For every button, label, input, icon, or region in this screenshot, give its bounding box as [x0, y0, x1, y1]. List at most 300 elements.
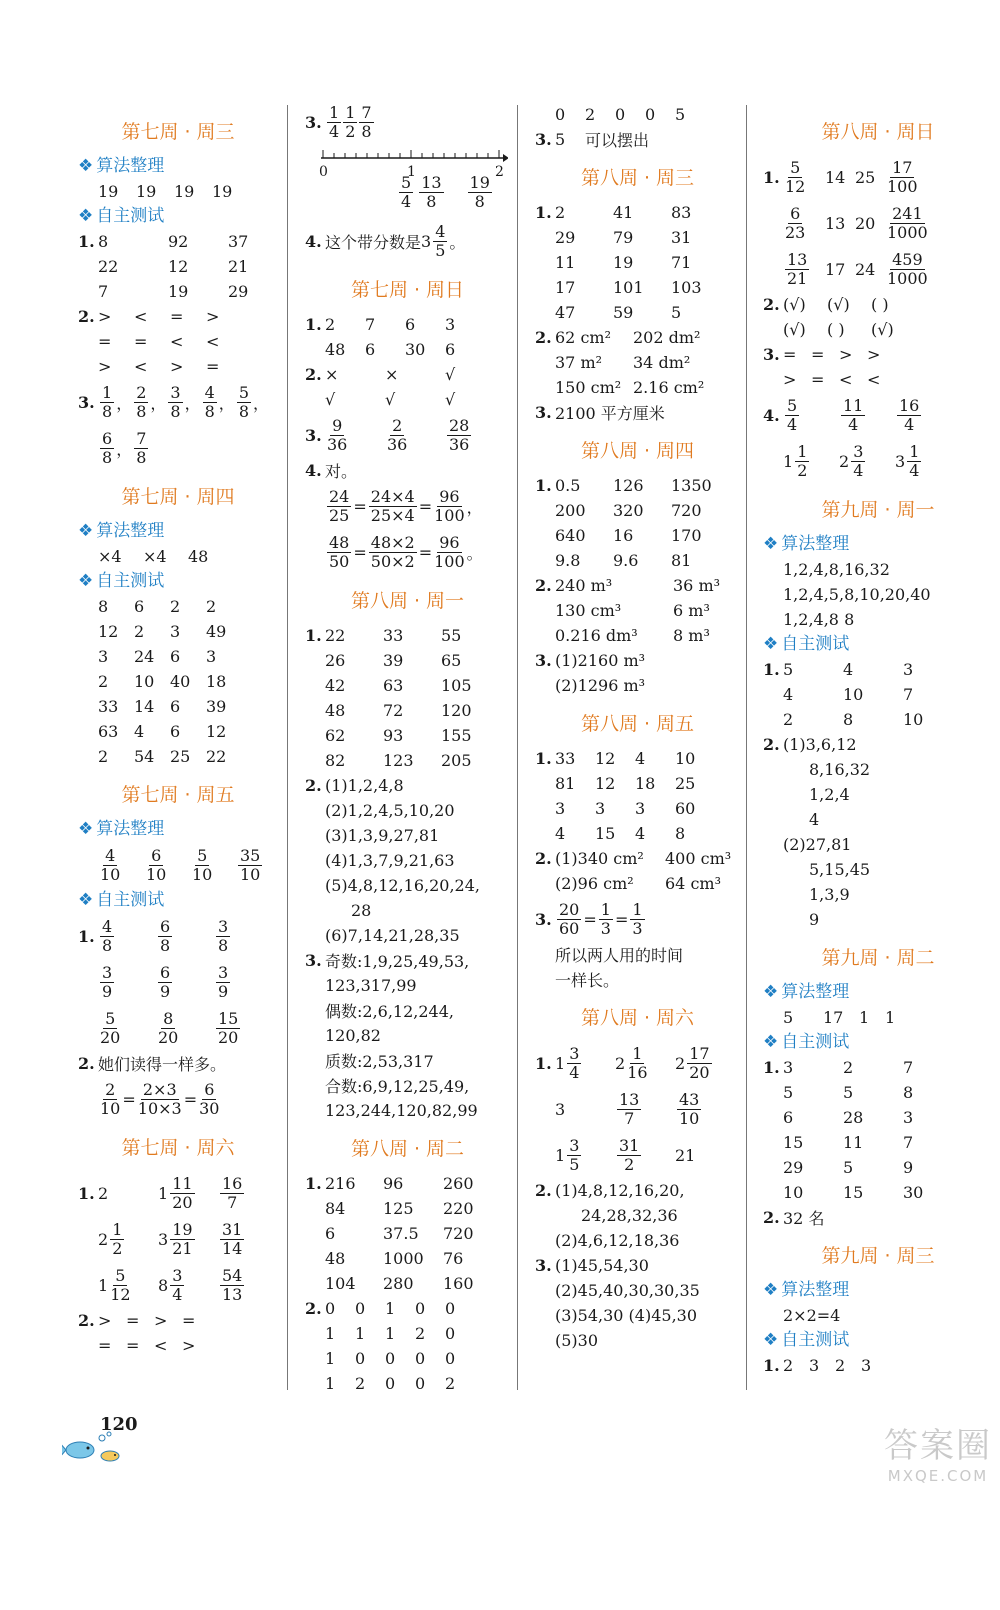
section-heading: 第九周 · 周二 — [821, 947, 935, 969]
fraction — [170, 1267, 184, 1304]
answer-cell: × — [385, 365, 399, 384]
numerator: 241 — [892, 203, 923, 223]
answer-cell: > — [98, 357, 112, 376]
answer-cell: 120 — [441, 701, 472, 720]
answer-cell: 对。 — [325, 462, 358, 481]
answer-row — [535, 942, 740, 967]
section-heading: 第七周 · 周三 — [121, 121, 235, 143]
answer-cell: 28 — [351, 901, 372, 920]
answer-cell — [156, 918, 214, 955]
answer-cell: 123,244,120,82,99 — [325, 1101, 478, 1120]
numerator: 4 — [204, 382, 215, 402]
answer-row — [535, 846, 740, 871]
numerator: 2 — [136, 382, 147, 402]
section-heading: 第八周 · 周四 — [580, 440, 695, 462]
fraction — [203, 384, 217, 421]
answer-row — [535, 1086, 740, 1132]
answer-cell: 1,2,4 — [809, 785, 850, 804]
question-number: 2. — [763, 735, 780, 754]
numerator: 6 — [204, 1079, 215, 1099]
answer-cell: 8 — [675, 824, 686, 843]
answer-cell: 12 — [206, 722, 227, 741]
subsection-label — [78, 519, 278, 544]
answer-cell: 32 名 — [783, 1209, 825, 1228]
mixed-number — [783, 443, 811, 480]
fraction — [327, 104, 341, 141]
fraction — [100, 384, 114, 421]
answer-cell: 2 — [170, 597, 181, 616]
section-heading: 第七周 · 周五 — [121, 784, 235, 806]
numerator: 11 — [843, 395, 864, 415]
answer-cell: 72 — [383, 701, 404, 720]
question-number: 2. — [535, 1181, 552, 1200]
fraction — [785, 159, 805, 196]
fraction — [192, 847, 212, 884]
answer-cell — [615, 1045, 675, 1082]
whole-part: 2 — [615, 1053, 626, 1073]
answer-cell — [675, 1045, 735, 1082]
answer-cell: = — [98, 332, 112, 351]
answer-cell: 1,2,4,5,8,10,20,40 — [783, 585, 931, 604]
answer-cell: 60 — [675, 799, 696, 818]
answer-cell: 39 — [383, 651, 404, 670]
answer-cell: 2 — [783, 710, 794, 729]
answer-cell: 8 — [903, 1083, 914, 1102]
question-number: 3. — [535, 1256, 552, 1275]
subsection-text: 算法整理 — [96, 819, 165, 839]
question-number: 2. — [763, 295, 780, 314]
answer-cell: 3 — [595, 799, 606, 818]
answer-row — [763, 1105, 993, 1130]
mixed-number — [158, 1175, 197, 1212]
denominator: 16 — [627, 1062, 648, 1082]
answer-cell: 96 — [383, 1174, 404, 1193]
answer-cell: 20 — [855, 213, 876, 233]
question-number: 1. — [535, 476, 552, 495]
equals: = — [353, 542, 367, 562]
numerator: 6 — [102, 428, 113, 448]
answer-cell: 17 — [555, 278, 576, 297]
answer-cell: 19 — [168, 282, 189, 301]
diamond-icon: ❖ — [763, 1280, 779, 1300]
answer-cell: 7 — [365, 315, 376, 334]
answer-cell: (1)2160 m³ — [555, 651, 646, 670]
whole-part: 3 — [895, 451, 906, 471]
answer-row — [763, 1155, 993, 1180]
answer-cell: 37 — [228, 232, 249, 251]
answer-row — [78, 1005, 278, 1051]
answer-row — [763, 907, 993, 932]
diamond-icon: ❖ — [763, 534, 779, 554]
numerator: 459 — [892, 249, 923, 269]
answer-cell: 3 — [809, 1356, 820, 1375]
diamond-icon: ❖ — [763, 634, 779, 654]
answer-cell — [885, 159, 935, 196]
answer-cell: 3 — [445, 315, 456, 334]
answer-row — [763, 1205, 993, 1230]
answer-cell: 6 — [170, 647, 181, 666]
section-heading: 第九周 · 周一 — [821, 499, 935, 521]
denominator: 9 — [160, 981, 171, 1001]
question-number: 1. — [535, 1053, 552, 1073]
numerator: 1 — [797, 441, 808, 461]
answer-cell: 720 — [443, 1224, 474, 1243]
answer-cell: 奇数:1,9,25,49,53, — [325, 952, 470, 971]
answer-cell: 101 — [613, 278, 644, 297]
answer-cell: 4 — [843, 660, 854, 679]
question-number: 2. — [78, 307, 95, 326]
numerator: 13 — [619, 1089, 640, 1109]
subsection-text: 自主测试 — [96, 890, 165, 910]
answer-cell: 21 — [228, 257, 249, 276]
answer-cell: 3 — [206, 647, 217, 666]
answer-cell: 2 — [445, 1374, 456, 1393]
answer-cell: (6)7,14,21,28,35 — [325, 926, 460, 945]
answer-cell: 2 — [835, 1356, 846, 1375]
axis-tick-label: 2 — [495, 164, 504, 180]
answer-cell: < — [839, 370, 853, 389]
numerator: 6 — [790, 203, 801, 223]
column-4 — [763, 106, 993, 1610]
answer-cell: > — [170, 357, 184, 376]
answer-cell: 0 — [615, 105, 626, 124]
answer-cell: (1)1,2,4,8 — [325, 776, 404, 795]
answer-cell: 40 — [170, 672, 191, 691]
answer-cell: 5 — [555, 130, 566, 149]
answer-cell — [190, 847, 236, 884]
numerator: 24 — [329, 486, 350, 506]
numerator: 16 — [222, 1173, 243, 1193]
answer-row — [305, 312, 510, 337]
answer-cell: 160 — [443, 1274, 474, 1293]
fraction — [887, 205, 928, 242]
answer-cell: ×4 — [143, 547, 167, 566]
answer-cell: 48 — [325, 1249, 346, 1268]
answer-cell: > — [98, 1311, 112, 1330]
numerator: 7 — [361, 102, 372, 122]
answer-cell: 155 — [441, 726, 472, 745]
answer-cell: = — [783, 345, 797, 364]
answer-row — [535, 102, 740, 127]
equals: = — [353, 496, 367, 516]
answer-cell: 12 — [168, 257, 189, 276]
answer-cell: 3 — [170, 622, 181, 641]
answer-row — [305, 773, 510, 798]
answer-cell: 9 — [903, 1158, 914, 1177]
answer-row — [535, 250, 740, 275]
question-number: 2. — [535, 328, 552, 347]
numerator: 6 — [151, 845, 162, 865]
question-number: 2. — [763, 1208, 780, 1227]
answer-cell: 84 — [325, 1199, 346, 1218]
answer-cell — [236, 847, 282, 884]
question-number: 1. — [78, 926, 95, 946]
answer-cell: < — [170, 332, 184, 351]
axis-arrow — [503, 154, 508, 162]
answer-cell: 4 — [809, 810, 820, 829]
numerator: 6 — [160, 962, 171, 982]
numerator: 1 — [345, 102, 356, 122]
answer-row — [535, 746, 740, 771]
fraction — [434, 534, 465, 571]
answer-row — [763, 657, 993, 682]
fraction — [887, 159, 918, 196]
answer-cell: (2)1296 m³ — [555, 676, 646, 695]
answer-cell: (√) — [783, 320, 806, 339]
denominator: 20 — [158, 1027, 179, 1047]
question-number: 3. — [305, 425, 322, 445]
answer-cell: (2)45,40,30,30,35 — [555, 1281, 700, 1300]
answer-row — [535, 127, 740, 152]
answer-cell — [325, 417, 385, 454]
answer-cell: 130 cm³ — [555, 601, 622, 620]
answer-row — [305, 1073, 510, 1098]
answer-cell: 5 — [843, 1158, 854, 1177]
answer-row — [78, 254, 278, 279]
mixed-number — [555, 1045, 583, 1082]
watermark — [884, 1418, 992, 1485]
fraction — [785, 205, 805, 242]
numerator: 19 — [469, 173, 490, 192]
fraction — [785, 397, 799, 434]
mixed-number — [895, 443, 923, 480]
answer-cell: > — [867, 345, 881, 364]
question-number: 1. — [763, 1058, 780, 1077]
numerator: 1 — [632, 899, 643, 919]
answer-cell: 103 — [671, 278, 702, 297]
answer-cell: (3)54,30 (4)45,30 — [555, 1306, 698, 1325]
bottom-fractions — [397, 174, 494, 211]
fraction — [557, 901, 581, 938]
denominator: 5 — [569, 1154, 580, 1174]
answer-cell: 48 — [325, 701, 346, 720]
answer-cell: 63 — [383, 676, 404, 695]
answer-row — [305, 362, 510, 387]
denominator: 3 — [632, 918, 643, 938]
denominator: 8 — [204, 401, 215, 421]
answer-cell — [98, 1221, 158, 1258]
answer-row — [305, 723, 510, 748]
numerator: 11 — [172, 1173, 193, 1193]
question-number: 1. — [535, 203, 552, 222]
fraction — [100, 964, 114, 1001]
diamond-icon: ❖ — [78, 890, 94, 910]
answer-cell: 17 — [825, 259, 846, 279]
fraction — [237, 384, 251, 421]
answer-cell: 1000 — [383, 1249, 424, 1268]
answer-cell: (2)27,81 — [783, 835, 852, 854]
answer-row — [763, 582, 993, 607]
numerator: 17 — [689, 1043, 710, 1063]
answer-row — [305, 848, 510, 873]
section-heading: 第七周 · 周四 — [121, 486, 235, 508]
denominator: 4 — [172, 1284, 183, 1304]
answer-row — [78, 669, 278, 694]
answer-cell: 24,28,32,36 — [581, 1206, 678, 1225]
answer-cell: 30 — [903, 1183, 924, 1202]
answer-cell: 26 — [325, 651, 346, 670]
whole-part: 1 — [158, 1183, 169, 1203]
answer-cell: 0 — [415, 1299, 426, 1318]
answer-cell — [214, 964, 272, 1001]
question-number: 1. — [535, 749, 552, 768]
question-number: 3. — [535, 909, 552, 929]
answer-row — [305, 1221, 510, 1246]
answer-cell — [783, 397, 839, 434]
answer-row — [305, 673, 510, 698]
answer-cell: 15 — [595, 824, 616, 843]
fraction — [100, 847, 120, 884]
question-number: 3. — [535, 130, 552, 149]
numerator: 5 — [790, 157, 801, 177]
numerator: 8 — [163, 1008, 174, 1028]
answer-cell: = — [98, 1336, 112, 1355]
answer-cell: (2)1,2,4,5,10,20 — [325, 801, 455, 820]
answer-row — [78, 619, 278, 644]
answer-cell: 4 — [555, 824, 566, 843]
numerator: 5 — [401, 173, 412, 192]
answer-cell: > — [182, 1336, 196, 1355]
fraction — [567, 1137, 581, 1174]
column-3 — [535, 102, 740, 1606]
fraction — [627, 1045, 647, 1082]
answer-row — [535, 523, 740, 548]
answer-cell: ×4 — [98, 547, 122, 566]
answer-cell: 14 — [825, 167, 846, 187]
answer-cell: 1 — [325, 1374, 336, 1393]
answer-cell: 19 — [174, 182, 195, 201]
answer-row — [535, 821, 740, 846]
answer-cell — [885, 205, 935, 242]
answer-cell: 3 — [635, 799, 646, 818]
denominator: 21 — [172, 1238, 193, 1258]
answer-cell: 126 — [613, 476, 644, 495]
numerator: 35 — [240, 845, 261, 865]
answer-cell: 6 — [170, 697, 181, 716]
answer-cell: 31 — [671, 228, 692, 247]
fraction — [419, 174, 443, 211]
answer-cell: 81 — [555, 774, 576, 793]
answer-cell: 0 — [355, 1299, 366, 1318]
answer-row — [305, 948, 510, 973]
denominator: 8 — [102, 447, 113, 467]
answer-cell: 6 — [170, 722, 181, 741]
answer-cell: 10 — [843, 685, 864, 704]
answer-cell: 5 — [783, 1083, 794, 1102]
numerator: 6 — [160, 916, 171, 936]
denominator: 100 — [434, 551, 465, 571]
answer-cell: 55 — [441, 626, 462, 645]
answer-cell: 15 — [783, 1133, 804, 1152]
answer-row — [535, 896, 740, 942]
whole-part: 3 — [421, 231, 432, 251]
answer-cell: 可以摆出 — [585, 131, 650, 150]
answer-cell: 2 — [555, 203, 566, 222]
fraction — [897, 397, 921, 434]
denominator: 8 — [361, 121, 372, 141]
answer-cell: 1 — [355, 1324, 366, 1343]
answer-cell — [158, 1267, 218, 1304]
answer-cell: 28 — [843, 1108, 864, 1127]
denominator: 25×4 — [370, 505, 415, 525]
fraction — [220, 1175, 244, 1212]
denominator: 60 — [559, 918, 580, 938]
answer-cell — [218, 1267, 258, 1304]
answer-cell: 64 cm³ — [665, 874, 721, 893]
subsection-label — [763, 532, 993, 557]
subsection-text: 自主测试 — [96, 206, 165, 226]
answer-cell — [218, 1175, 258, 1212]
answer-row — [535, 498, 740, 523]
subsection-label — [763, 1328, 993, 1353]
answer-cell: 34 dm² — [633, 353, 691, 372]
answer-cell: √ — [445, 365, 456, 384]
answer-row — [535, 1228, 740, 1253]
fraction — [617, 1137, 641, 1174]
watermark-logo-text: 答案圈 — [884, 1426, 992, 1466]
answer-row — [535, 200, 740, 225]
answer-row — [763, 1180, 993, 1205]
numerator: 5 — [238, 382, 249, 402]
diamond-icon: ❖ — [78, 156, 94, 176]
answer-row — [78, 1308, 278, 1333]
answer-row — [535, 623, 740, 648]
fraction — [468, 174, 492, 211]
fraction — [434, 488, 465, 525]
section-heading: 第七周 · 周日 — [350, 279, 465, 301]
question-number: 1. — [78, 1183, 95, 1203]
answer-row — [535, 648, 740, 673]
question-number: 2. — [535, 849, 552, 868]
answer-row — [305, 1321, 510, 1346]
section-heading: 第九周 · 周三 — [821, 1245, 935, 1267]
answer-cell — [783, 159, 825, 196]
answer-cell: 3 — [555, 799, 566, 818]
diamond-icon: ❖ — [78, 206, 94, 226]
answer-cell: 6 — [783, 1108, 794, 1127]
answer-row — [78, 179, 278, 204]
question-number: 4. — [763, 405, 780, 425]
answer-cell — [158, 1175, 218, 1212]
answer-cell — [98, 918, 156, 955]
answer-row — [305, 1048, 510, 1073]
separator: ， — [184, 393, 201, 413]
answer-cell: 1 — [885, 1008, 896, 1027]
answer-cell: 25 — [855, 167, 876, 187]
answer-cell: 2 — [206, 597, 217, 616]
answer-cell: 640 — [555, 526, 586, 545]
punctuation: ， — [466, 497, 483, 517]
answer-cell: = — [811, 370, 825, 389]
answer-row — [535, 771, 740, 796]
answer-cell: 123 — [383, 751, 414, 770]
answer-cell: 6 — [445, 340, 456, 359]
answer-row — [305, 458, 510, 483]
numerator: 1 — [600, 899, 611, 919]
answer-cell: 62 — [325, 726, 346, 745]
answer-cell: 质数:2,53,317 — [325, 1052, 434, 1071]
answer-cell — [214, 918, 272, 955]
answer-row — [535, 871, 740, 896]
answer-cell: 59 — [613, 303, 634, 322]
fraction — [567, 1045, 581, 1082]
answer-row — [535, 1178, 740, 1203]
answer-row — [305, 1023, 510, 1048]
answer-row — [535, 375, 740, 400]
answer-cell: 93 — [383, 726, 404, 745]
answer-cell: 19 — [98, 182, 119, 201]
answer-row — [535, 1253, 740, 1278]
